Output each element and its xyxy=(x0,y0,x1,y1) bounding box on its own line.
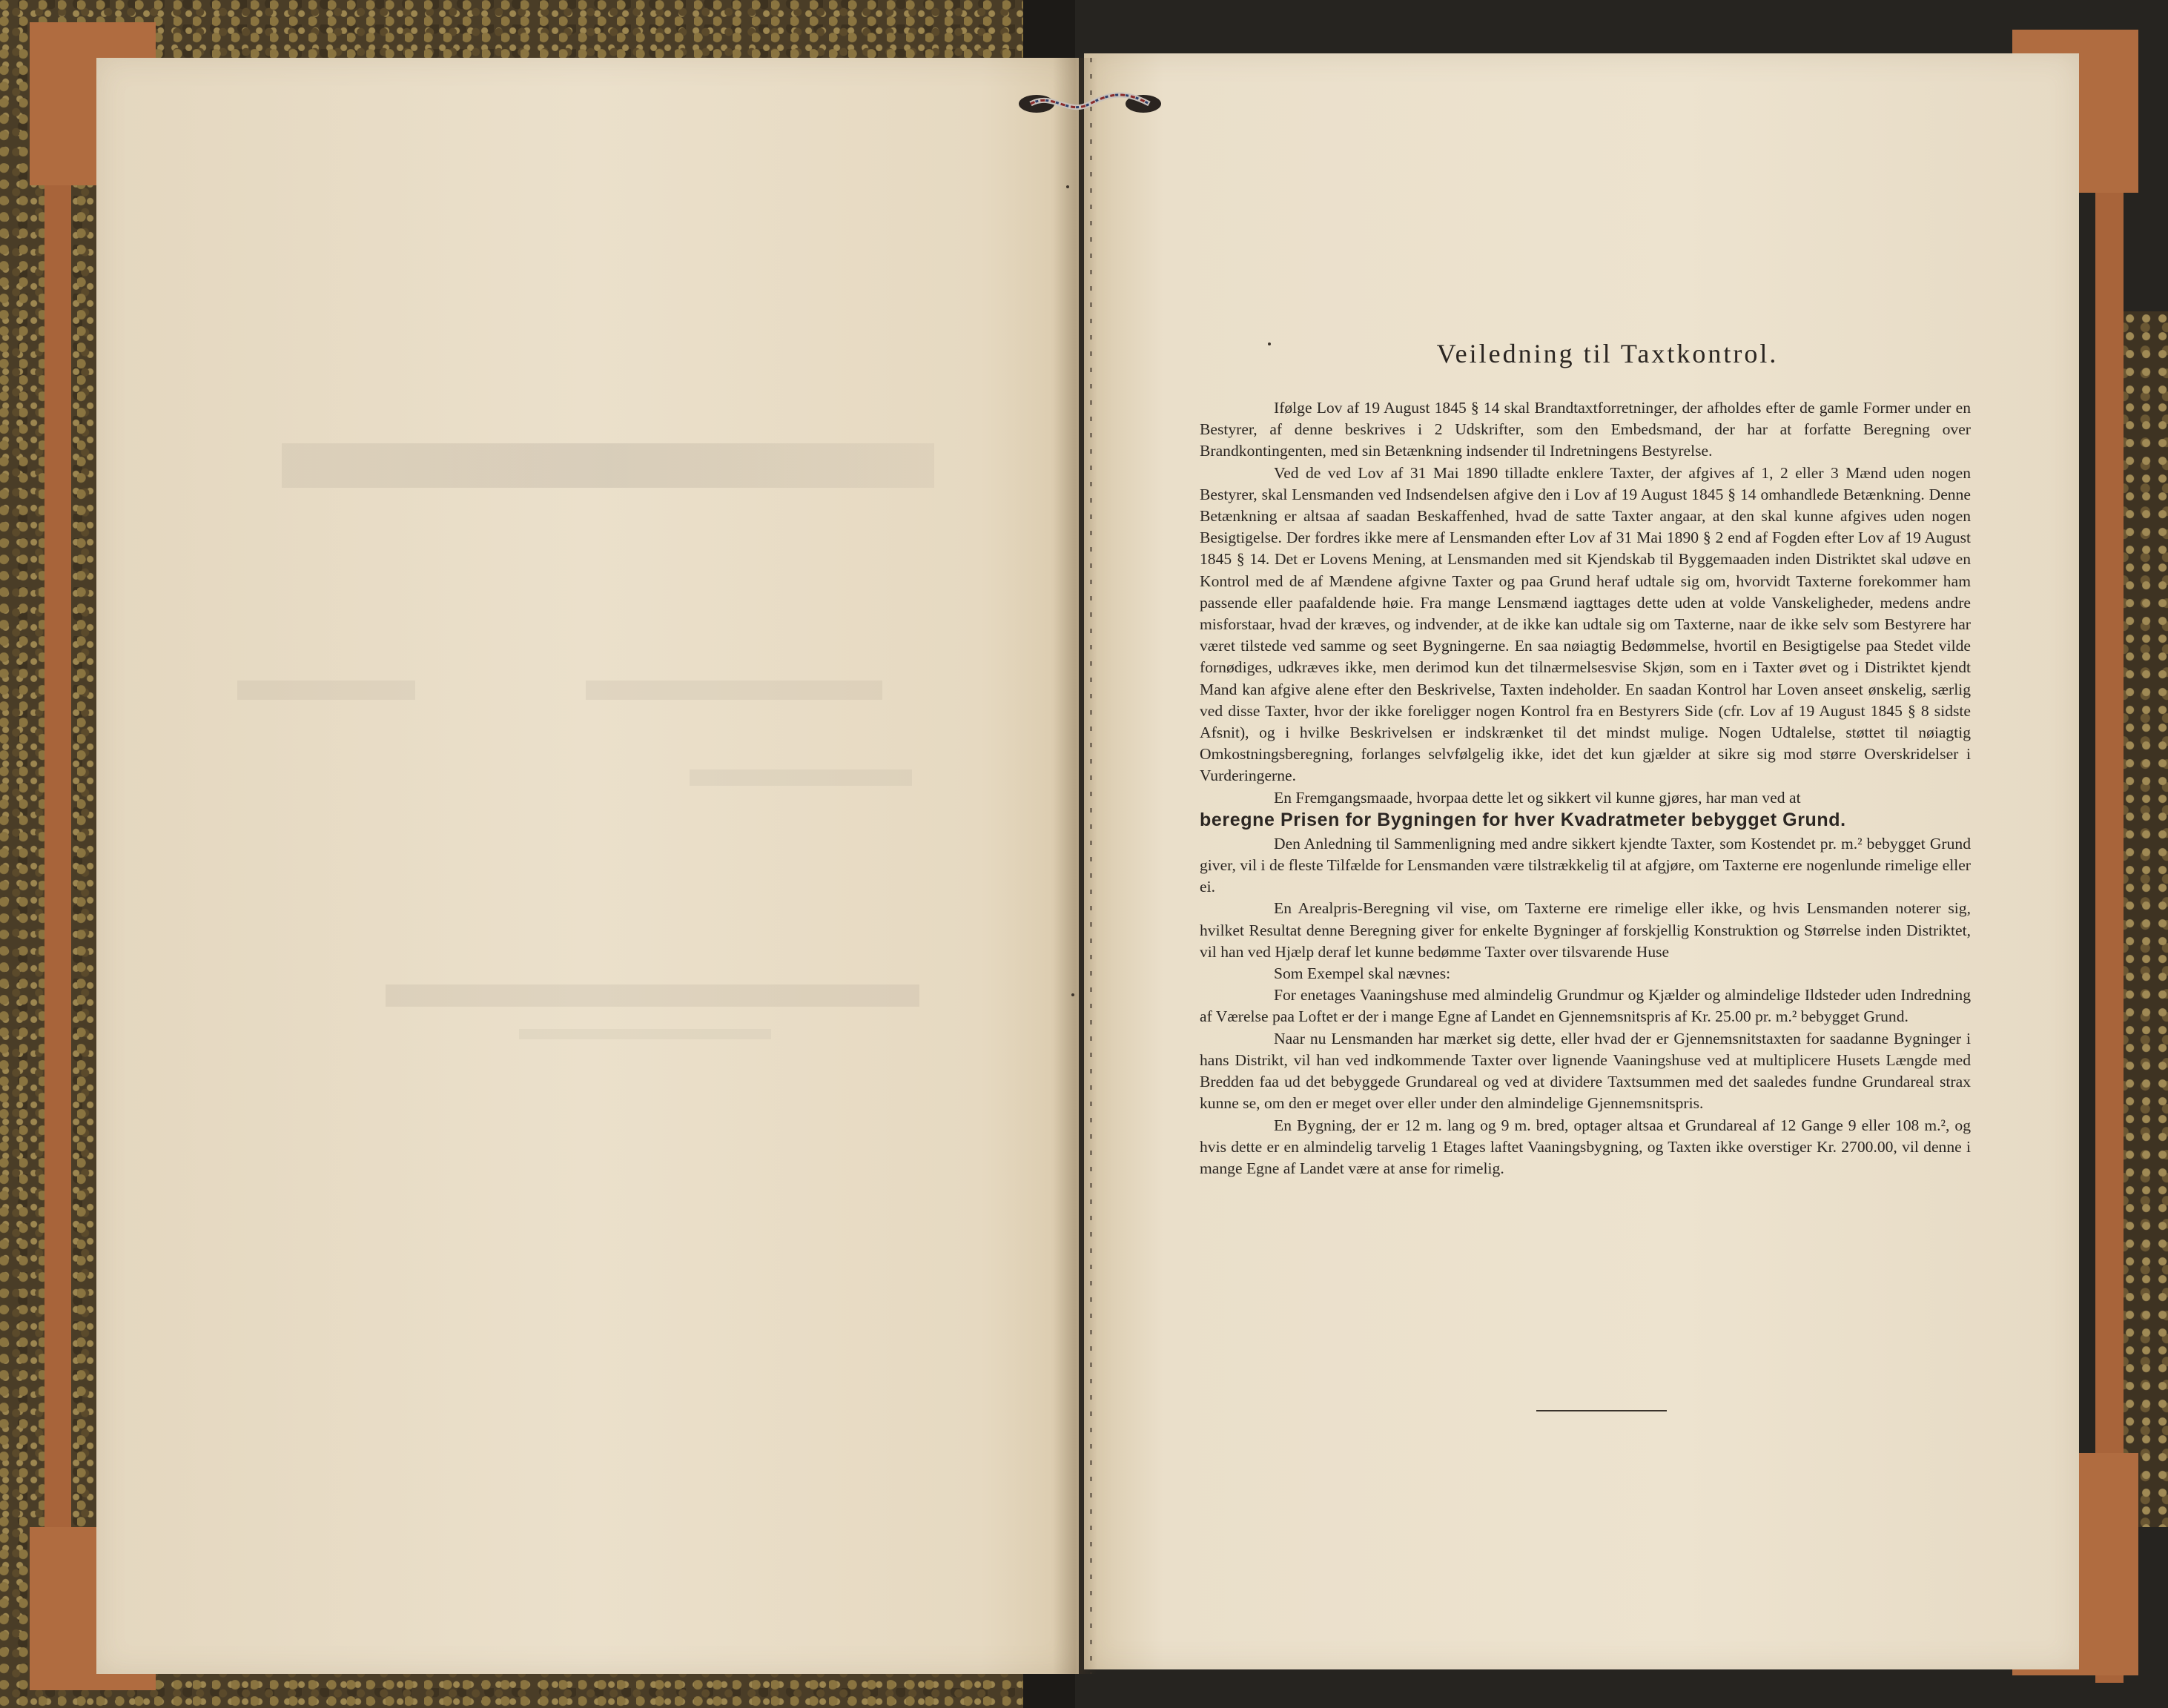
paragraph: Ved de ved Lov af 31 Mai 1890 tilladte enklere Taxter, der afgives af 1, 2 eller 3 Mænd uden nogen Bestyrer, skal Lensmanden ved Indsendelsen afgive den i Lov af 19 August 1845 § 14 omhandlede Betænkning. Denne Betænkning er altsaa af saadan Beskaffenhed, hvad de satte Taxter angaar, at den skal kunne afgives uden nogen Besigtigelse. Der fordres ikke mere af Lensmanden efter Lov af 31 Mai 1890 § 2 end af Fogden efter Lov af 19 August 1845 § 14. Det er Lovens Mening, at Lensmanden med sit Kjendskab til Byggemaaden inden Distriktet skal udøve en Kontrol med de af Mændene afgivne Taxter og paa Grund heraf udtale sig om, hvorvidt Taxterne forekommer ham passende eller paafaldende høie. Fra mange Lensmænd iagttages dette uden at volde Vanskeligheder, medens andre misforstaar, hvad der kræves, og indvender, at de ikke kan udtale sig om Taxterne, naar de ikke selv som Bestyrere har været tilstede ved samme og seet Bygningerne. En saa nøiagtig Bedømmelse, hvortil en Besigtigelse paa Stedet vilde fornødiges, udkræves ikke, men derimod kun det tilnærmelsesvise Skjøn, som en i Taxter øvet og i Distriktet kjendt Mand kan afgive alene efter den Beskrivelse, Taxten indeholder. En saadan Kontrol har Loven anseet ønskelig, særlig ved disse Taxter, hvor der ikke foreligger nogen Kontrol fra en Bestyrers Side (cfr. Lov af 19 August 1845 § 8 sidste Afsnit), og i hvilke Beskrivelsen er indskrænket til det mindst mulige. Nogen Udtalelse, støttet til nøiagtig Omkostningsberegning, forlanges selvfølgelig ikke, idet det kun gjælder at sikre sig mod større Overskridelser i Vurderingerne. xyxy=(1200,463,1971,785)
page-title: Veiledning til Taxtkontrol. xyxy=(1436,339,1779,368)
show-through-mark xyxy=(282,443,934,488)
paragraph: Som Exempel skal nævnes: xyxy=(1274,964,1451,983)
left-leather-spine xyxy=(44,30,71,1683)
instruction-text xyxy=(1200,326,1971,1179)
show-through-mark xyxy=(519,1029,771,1039)
binding-thread-icon xyxy=(1016,90,1164,117)
paragraph: Den Anledning til Sammenligning med andre sikkert kjendte Taxter, som Kostendet pr. m.² bebygget Grund giver, vil i de fleste Tilfælde for Lensmanden være tilstrækkelig til at afgjøre, om Taxterne ere nogenlunde rimelige eller ei. xyxy=(1200,834,1971,896)
right-leather-spine xyxy=(2095,30,2124,1683)
show-through-mark xyxy=(586,681,882,700)
paragraph: Ifølge Lov af 19 August 1845 § 14 skal Brandtaxtforretninger, der afholdes efter de gamle Former under en Bestyrer, af denne beskrives i 2 Udskrifter, som den Embedsmand, der har at forfatte Beregning over Brandkontingenten, med sin Betænkning indsender til Indretningens Bestyrelse. xyxy=(1200,399,1971,460)
paragraph: En Arealpris-Beregning vil vise, om Taxterne ere rimelige eller ikke, og hvis Lensmanden noterer sig, hvilket Resultat denne Beregning giver for enkelte Bygninger af forskjellig Konstruktion og Størrelse inden Distriktet, vil han ved Hjælp deraf let kunne bedømme Taxter over tilsvarende Huse xyxy=(1200,899,1971,961)
paragraph: For enetages Vaaningshuse med almindelig Grundmur og Kjælder og almindelige Ildsteder uden Indredning af Værelse paa Loftet er der i mange Egne af Landet en Gjennemsnitspris af Kr. 25.00 pr. m.² bebygget Grund. xyxy=(1200,986,1971,1026)
ink-speck xyxy=(1066,185,1069,188)
closing-rule xyxy=(1536,1410,1667,1411)
paragraph: En Bygning, der er 12 m. lang og 9 m. bred, optager altsaa et Grundareal af 12 Gange 9 eller 108 m.², og hvis dette er en almindelig tarvelig 1 Etages laftet Vaaningsbygning, og Taxten ikke overstiger Kr. 2700.00, vil denne i mange Egne af Landet være at anse for rimelig. xyxy=(1200,1116,1971,1177)
show-through-mark xyxy=(690,769,912,786)
show-through-mark xyxy=(386,984,919,1007)
paragraph: Naar nu Lensmanden har mærket sig dette, eller hvad der er Gjennemsnitstaxten for saadanne Bygninger i hans Distrikt, vil han ved indkommende Taxter over lignende Vaaningshuse ved at multiplicere Husets Længde med Bredden faa ud det bebyggede Grundareal og ved at dividere Taxtsummen med det saaledes fundne Grundareal strax kunne se, om den er meget over eller under den almindelige Gjennemsnitspris. xyxy=(1200,1029,1971,1113)
show-through-mark xyxy=(237,681,415,700)
gutter-stitching xyxy=(1090,58,1092,1674)
paragraph: En Fremgangsmaade, hvorpaa dette let og sikkert vil kunne gjøres, har man ved at xyxy=(1274,788,1801,807)
bold-heading: beregne Prisen for Bygningen for hver Kvadratmeter bebygget Grund. xyxy=(1200,809,1846,830)
left-page xyxy=(96,58,1079,1674)
ink-speck xyxy=(1071,993,1074,996)
